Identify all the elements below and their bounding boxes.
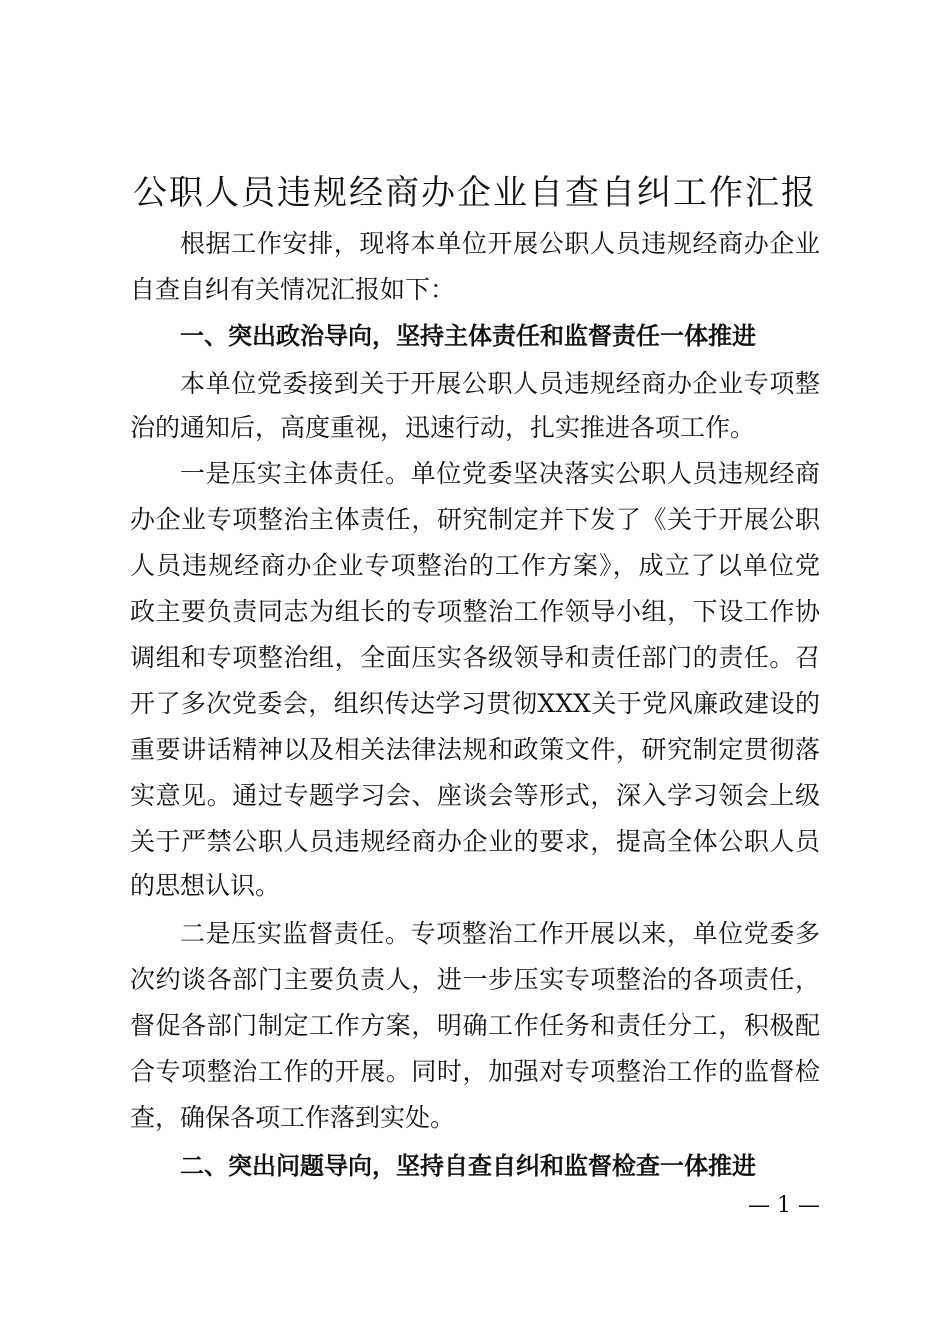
section-1-para-2-line-8: 实意见。通过专题学习会、座谈会等形式，深入学习领会上级 [130, 781, 820, 810]
section-2-heading: 二、突出问题导向，坚持自查自纠和监督检查一体推进 [180, 1152, 756, 1180]
section-1-heading: 一、突出政治导向，坚持主体责任和监督责任一体推进 [180, 322, 756, 350]
section-1-para-2-line-7: 重要讲话精神以及相关法律法规和政策文件，研究制定贯彻落 [130, 735, 820, 764]
section-1-para-3-line-4: 合专项整治工作的开展。同时，加强对专项整治工作的监督检 [130, 1057, 820, 1086]
intro-line-2: 自查自纠有关情况汇报如下： [130, 275, 456, 304]
page-number: — 1 — [748, 1193, 820, 1218]
section-1-para-3-line-1: 二是压实监督责任。专项整治工作开展以来，单位党委多 [180, 919, 820, 948]
section-1-para-2-line-4: 政主要负责同志为组长的专项整治工作领导小组，下设工作协 [130, 597, 820, 626]
section-1-para-2-line-5: 调组和专项整治组，全面压实各级领导和责任部门的责任。召 [130, 643, 820, 672]
section-1-para-2-line-9: 关于严禁公职人员违规经商办企业的要求，提高全体公职人员 [130, 827, 820, 856]
section-1-para-1-line-1: 本单位党委接到关于开展公职人员违规经商办企业专项整 [180, 369, 820, 398]
section-1-para-3-line-2: 次约谈各部门主要负责人，进一步压实专项整治的各项责任， [130, 965, 820, 994]
section-1-para-2-line-6: 开了多次党委会，组织传达学习贯彻XXX关于党风廉政建设的 [130, 689, 820, 718]
section-1-para-2-line-1: 一是压实主体责任。单位党委坚决落实公职人员违规经商 [180, 459, 820, 488]
document-title: 公职人员违规经商办企业自查自纠工作汇报 [133, 173, 817, 213]
section-1-para-2-line-10: 的思想认识。 [130, 871, 281, 900]
intro-line-1: 根据工作安排，现将本单位开展公职人员违规经商办企业 [180, 229, 820, 258]
section-1-para-2-line-2: 办企业专项整治主体责任，研究制定并下发了《关于开展公职 [130, 505, 820, 534]
section-1-para-3-line-5: 查，确保各项工作落到实处。 [130, 1103, 456, 1132]
section-1-para-3-line-3: 督促各部门制定工作方案，明确工作任务和责任分工，积极配 [130, 1011, 820, 1040]
section-1-para-2-line-3: 人员违规经商办企业专项整治的工作方案》，成立了以单位党 [130, 551, 820, 580]
section-1-para-1-line-2: 治的通知后，高度重视，迅速行动，扎实推进各项工作。 [130, 413, 756, 442]
